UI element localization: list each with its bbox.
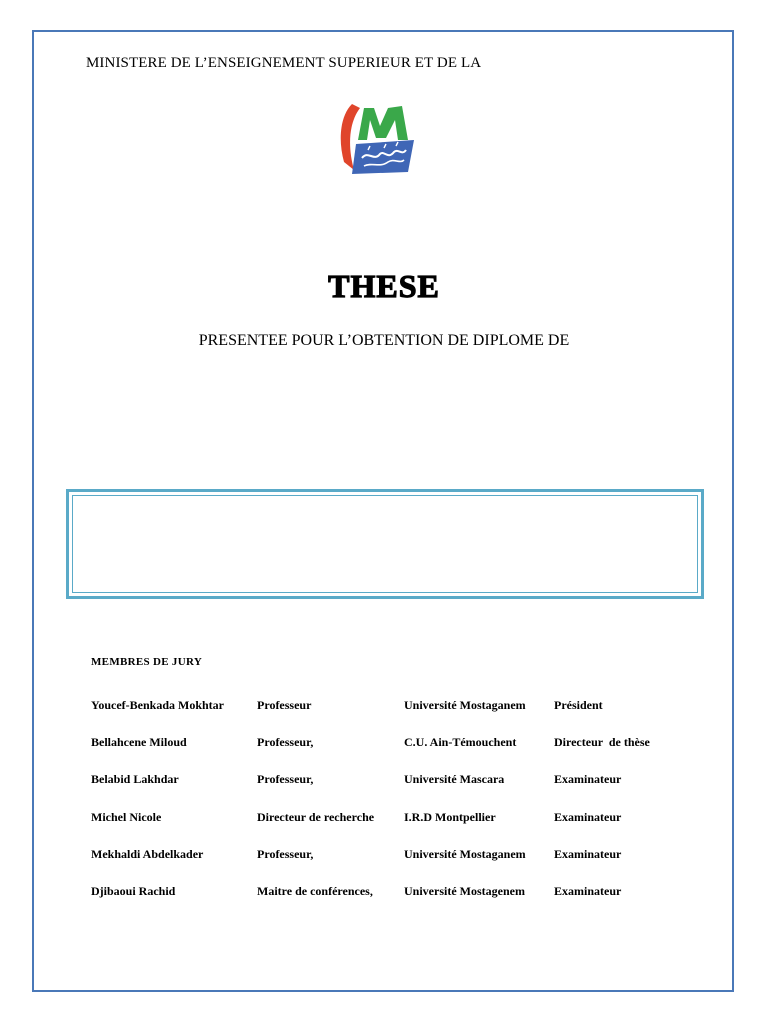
jury-member-row bbox=[0, 735, 768, 755]
jury-member-role: Examinateur bbox=[554, 772, 622, 786]
jury-member-row bbox=[0, 810, 768, 830]
jury-member-institution: Université Mostaganem bbox=[404, 698, 526, 712]
jury-member-institution: Université Mascara bbox=[404, 772, 505, 786]
jury-member-rank: Professeur, bbox=[257, 735, 314, 749]
jury-member-rank: Directeur de recherche bbox=[257, 810, 375, 824]
jury-member-rank: Maitre de conférences, bbox=[257, 884, 373, 898]
jury-member-rank: Professeur, bbox=[257, 772, 314, 786]
jury-heading: MEMBRES DE JURY bbox=[91, 656, 203, 668]
jury-member-row bbox=[0, 772, 768, 792]
jury-member-row bbox=[0, 698, 768, 718]
jury-member-name: Michel Nicole bbox=[91, 810, 162, 824]
jury-member-name: Bellahcene Miloud bbox=[91, 735, 187, 749]
jury-member-institution: Université Mostaganem bbox=[404, 847, 526, 861]
thesis-subtitle: PRESENTEE POUR L’OBTENTION DE DIPLOME DE bbox=[198, 332, 570, 349]
jury-member-rank: Professeur bbox=[257, 698, 312, 712]
thesis-title-box bbox=[66, 489, 704, 599]
jury-member-role: Examinateur bbox=[554, 810, 622, 824]
jury-member-rank: Professeur, bbox=[257, 847, 314, 861]
thesis-title: THESE bbox=[328, 268, 440, 304]
university-logo-icon bbox=[334, 100, 418, 180]
jury-member-name: Djibaoui Rachid bbox=[91, 884, 176, 898]
jury-member-name: Mekhaldi Abdelkader bbox=[91, 847, 204, 861]
jury-member-name: Belabid Lakhdar bbox=[91, 772, 179, 786]
ministry-header: MINISTERE DE L’ENSEIGNEMENT SUPERIEUR ET DE LA bbox=[86, 55, 482, 71]
jury-member-institution: Université Mostagenem bbox=[404, 884, 525, 898]
jury-member-role: Examinateur bbox=[554, 847, 622, 861]
jury-member-row bbox=[0, 884, 768, 904]
jury-member-role: Président bbox=[554, 698, 603, 712]
jury-member-row bbox=[0, 847, 768, 867]
jury-member-institution: I.R.D Montpellier bbox=[404, 810, 496, 824]
jury-member-role: Directeur de thèse bbox=[554, 735, 650, 749]
thesis-title-box-inner bbox=[72, 495, 698, 593]
jury-member-name: Youcef-Benkada Mokhtar bbox=[91, 698, 225, 712]
jury-member-institution: C.U. Ain-Témouchent bbox=[404, 735, 517, 749]
jury-member-role: Examinateur bbox=[554, 884, 622, 898]
